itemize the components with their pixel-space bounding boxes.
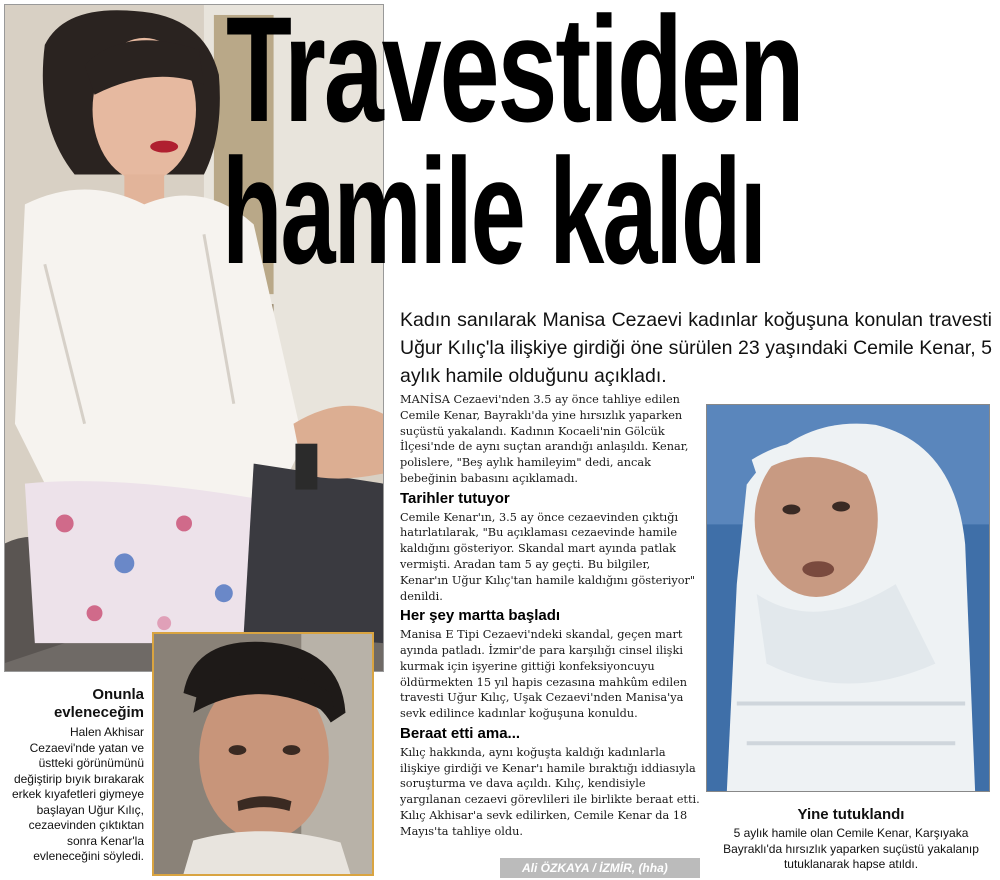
right-caption-title: Yine tutuklandı <box>797 806 905 823</box>
subheading-tarihler: Tarihler tutuyor <box>400 489 510 507</box>
section-body-beraat: Kılıç hakkında, aynı koğuşta kaldığı kadınlarla ilişkiye girdiği ve Kenar'ı hamile bıraktığı iddiasıyla soruşturma ve dava açıldı. Kılıç, kendisiyle yargılanan cezaevi görevlileri ile birlikte beraat etti. Kılıç Akhisar'a sevk edilirken, Cemile Kenar da 18 Mayıs'ta tahliye oldu. <box>400 745 700 838</box>
right-caption <box>706 806 996 873</box>
subheading-her-sey: Her şey martta başladı <box>400 607 561 625</box>
headline-line-2: hamile kaldı <box>222 127 765 295</box>
left-caption <box>4 686 144 865</box>
right-caption-body: 5 aylık hamile olan Cemile Kenar, Karşıyaka Bayraklı'da hırsızlık yaparken suçüstü yakalanıp tutuklanarak hapse atıldı. <box>723 826 979 871</box>
ugur-kilic-photo <box>152 632 374 876</box>
section-body-her-sey: Manisa E Tipi Cezaevi'ndeki skandal, geçen mart ayında patladı. İzmir'de para karşılığı cinsel ilişki kurmak için işyerine gittiği konfeksiyoncuyu öldürmekten 15 yıl hapis cezasına mahkûm edilen travesti Uğur Kılıç, Uşak Cezaevi'nden Manisa'ya sevk edilince kadınlar koğuşuna konuldu. <box>400 628 688 721</box>
article-intro: MANİSA Cezaevi'nden 3.5 ay önce tahliye edilen Cemile Kenar, Bayraklı'da yine hırsızlık yaparken suçüstü yakalandı. Kadının Kocaeli'nin Gölcük İlçesi'nde de aynı suçtan arandığı anlaşıldı. Kenar, polislere, "Beş aylık hamileyim" dedi, ancak bebeğinin babasını açıklamadı. <box>400 393 689 485</box>
byline: Ali ÖZKAYA / İZMİR, (hha) <box>500 858 700 878</box>
left-caption-title-2: evleneceğim <box>53 704 144 721</box>
headline-line-1: Travestiden <box>226 0 803 153</box>
cemile-kenar-photo <box>706 404 990 792</box>
article-body <box>400 392 700 844</box>
section-body-tarihler: Cemile Kenar'ın, 3.5 ay önce cezaevinden çıktığı hatırlatılarak, "Bu açıklaması cezaevinde hamile kaldığını gösteriyor. Skandal mart ayında patlak vermişti. Aradan tam 5 ay geçti. Bu bilgiler, Kenar'ın Uğur Kılıç'tan hamile kaldığını gösteriyor" denildi. <box>400 510 696 603</box>
lead-paragraph: Kadın sanılarak Manisa Cezaevi kadınlar koğuşuna konulan travesti Uğur Kılıç'la ilişkiye girdiği öne sürülen 23 yaşındaki Cemile Kenar, 5 aylık hamile olduğunu açıkladı. <box>400 309 992 387</box>
subheading-beraat: Beraat etti ama... <box>400 724 521 742</box>
left-caption-title-1: Onunla <box>92 686 144 703</box>
left-caption-body: Halen Akhisar Cezaevi'nde yatan ve üstteki görünümünü değiştirip bıyık bırakarak erkek kıyafetleri giymeye başlayan Uğur Kılıç, cezaevinden çıktıktan sonra Kenar'la evleneceğini söyledi. <box>11 725 144 863</box>
